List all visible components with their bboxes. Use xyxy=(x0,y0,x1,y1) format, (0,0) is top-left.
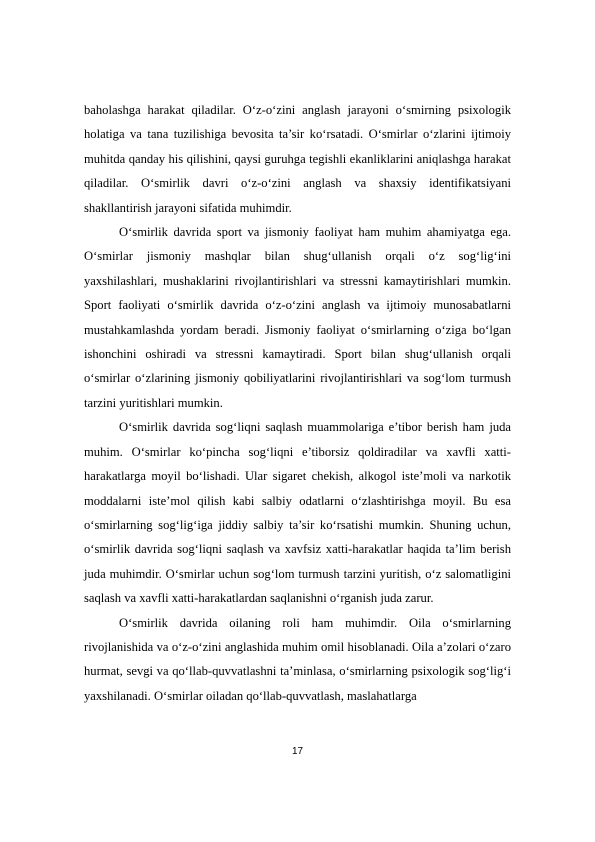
paragraph-health: O‘smirlik davrida sog‘liqni saqlash muammolariga e’tibor berish ham juda muhim. O‘smirlar ko‘pincha sog‘liqni e’tiborsiz qoldiradilar va xavfli xatti-harakatlarga moyil bo‘lishadi. Ular sigaret chekish, alkogol iste’moli va narkotik moddalarni iste’mol qilish kabi salbiy odatlarni o‘zlashtirishga moyil. Bu esa o‘smirlarning sog‘lig‘iga jiddiy salbiy ta’sir ko‘rsatishi mumkin. Shuning uchun, o‘smirlik davrida sog‘liqni saqlash va xavfsiz xatti-harakatlar haqida ta’lim berish juda muhimdir. O‘smirlar uchun sog‘lom turmush tarzini yuritish, o‘z salomatligini saqlash va xavfli xatti-harakatlardan saqlanishni o‘rganish juda zarur. xyxy=(84,420,511,606)
page-number: 17 xyxy=(291,746,304,757)
paragraph-family: O‘smirlik davrida oilaning roli ham muhimdir. Oila o‘smirlarning rivojlanishida va o‘z-o‘zini anglashida muhim omil hisoblanadi. Oila a’zolari o‘zaro hurmat, sevgi va qo‘llab-quvvatlashni ta’minlasa, o‘smirlarning psixologik sog‘lig‘i yaxshilanadi. O‘smirlar oiladan qo‘llab-quvvatlash, maslahatlarga xyxy=(84,615,511,703)
body-text xyxy=(84,98,511,708)
paragraph-sport: O‘smirlik davrida sport va jismoniy faoliyat ham muhim ahamiyatga ega. O‘smirlar jismoniy mashqlar bilan shug‘ullanish orqali o‘z sog‘lig‘ini yaxshilashlari, mushaklarini rivojlantirishlari va stressni kamaytirishlari mumkin. Sport faoliyati o‘smirlik davrida o‘z-o‘zini anglash va ijtimoiy munosabatlarni mustahkamlashda yordam beradi. Jismoniy faoliyat o‘smirlarning o‘ziga bo‘lgan ishonchini oshiradi va stressni kamaytiradi. Sport bilan shug‘ullanish orqali o‘smirlar o‘zlarining jismoniy qobiliyatlarini rivojlantirishlari va sog‘lom turmush tarzini yuritishlari mumkin. xyxy=(84,225,511,410)
paragraph-continuation: baholashga harakat qiladilar. O‘z-o‘zini anglash jarayoni o‘smirning psixologik holatiga va tana tuzilishiga bevosita ta’sir ko‘rsatadi. O‘smirlar o‘zlarini ijtimoiy muhitda qanday his qilishini, qaysi guruhga tegishli ekanliklarini aniqlashga harakat qiladilar. O‘smirlik davri o‘z-o‘zini anglash va shaxsiy identifikatsiyani shakllantirish jarayoni sifatida muhimdir. xyxy=(84,103,511,215)
